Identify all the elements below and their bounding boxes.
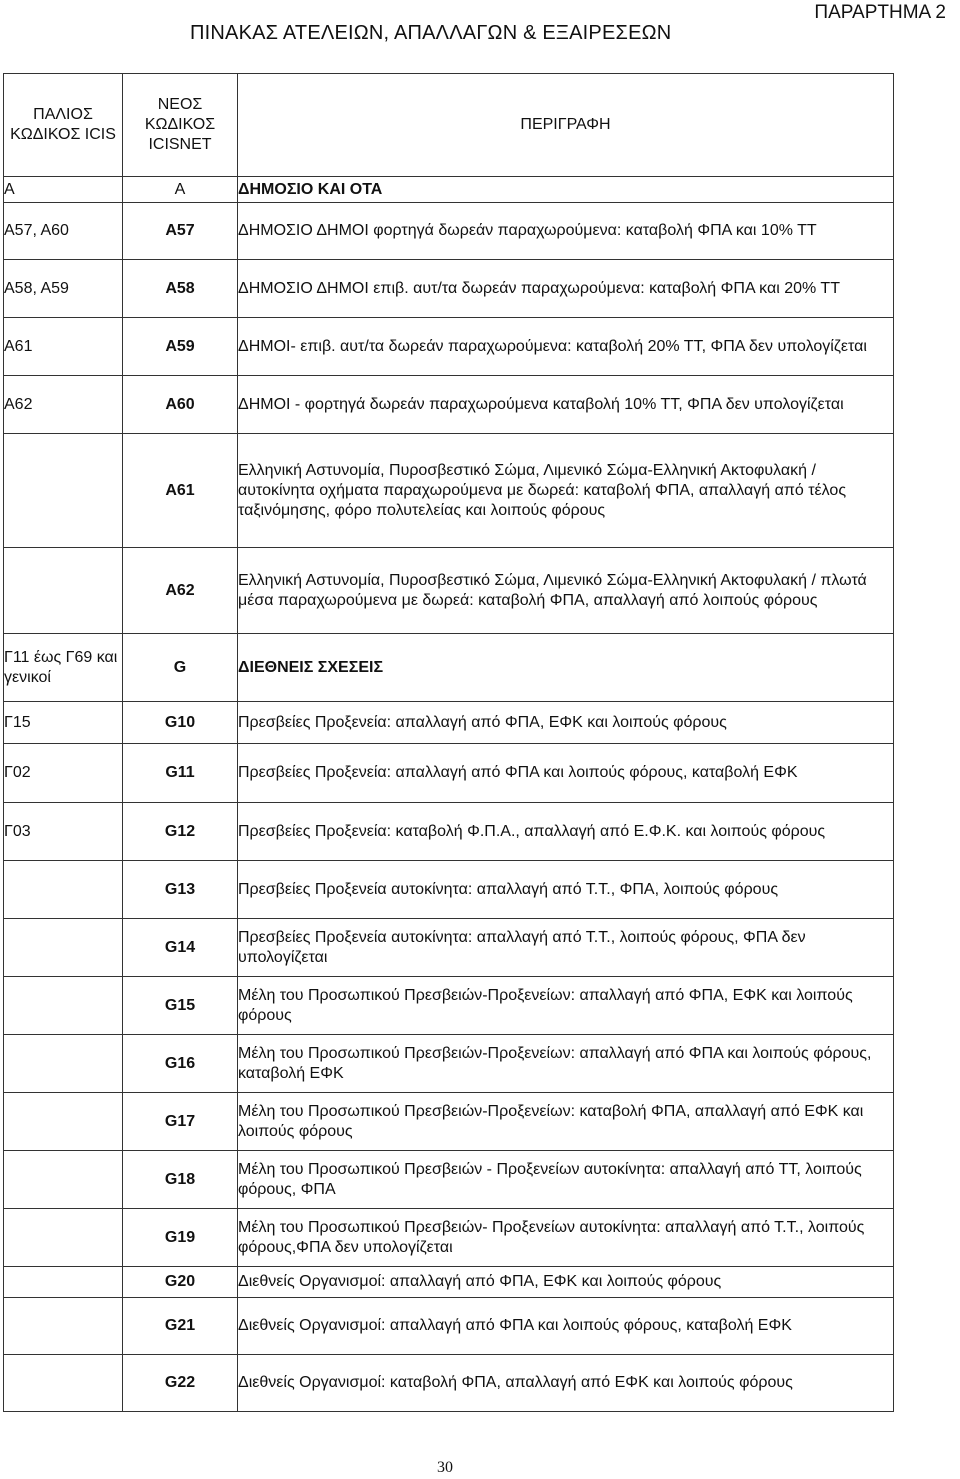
description-cell: Πρεσβείες Προξενεία: καταβολή Φ.Π.Α., απαλλαγή από Ε.Φ.Κ. και λοιπούς φόρους xyxy=(238,803,894,861)
table-row xyxy=(4,1035,894,1093)
table-row xyxy=(4,1267,894,1298)
new-code-cell: G19 xyxy=(123,1209,238,1267)
old-code-cell xyxy=(4,977,123,1035)
description-cell: Μέλη του Προσωπικού Πρεσβειών - Προξενείων αυτοκίνητα: απαλλαγή από ΤΤ, λοιπούς φόρους, ΦΠΑ xyxy=(238,1151,894,1209)
table-row xyxy=(4,318,894,376)
old-code-cell: Γ15 xyxy=(4,702,123,744)
table-row xyxy=(4,702,894,744)
description-cell: Ελληνική Αστυνομία, Πυροσβεστικό Σώμα, Λιμενικό Σώμα-Ελληνική Ακτοφυλακή / πλωτά μέσα παραχωρούμενα με δωρεά: καταβολή ΦΠΑ, απαλλαγή από λοιπούς φόρους xyxy=(238,548,894,634)
new-code-cell: G15 xyxy=(123,977,238,1035)
table-row xyxy=(4,1151,894,1209)
table-body xyxy=(4,177,894,1412)
old-code-cell: Γ11 έως Γ69 και γενικοί xyxy=(4,634,123,702)
new-code-cell: A61 xyxy=(123,434,238,548)
old-code-cell: Γ02 xyxy=(4,744,123,803)
table-row xyxy=(4,1209,894,1267)
old-code-cell xyxy=(4,434,123,548)
table-row xyxy=(4,434,894,548)
description-cell: Διεθνείς Οργανισμοί: καταβολή ΦΠΑ, απαλλαγή από ΕΦΚ και λοιπούς φόρους xyxy=(238,1355,894,1412)
new-code-cell: G22 xyxy=(123,1355,238,1412)
description-cell: ΔΗΜΟΣΙΟ ΔΗΜΟΙ επιβ. αυτ/τα δωρεάν παραχωρούμενα: καταβολή ΦΠΑ και 20% ΤΤ xyxy=(238,260,894,318)
new-code-cell: G21 xyxy=(123,1298,238,1355)
old-code-cell: A xyxy=(4,177,123,203)
table-row xyxy=(4,977,894,1035)
new-code-cell: G16 xyxy=(123,1035,238,1093)
new-code-cell: G11 xyxy=(123,744,238,803)
description-cell: Πρεσβείες Προξενεία: απαλλαγή από ΦΠΑ, ΕΦΚ και λοιπούς φόρους xyxy=(238,702,894,744)
description-cell: ΔΗΜΟΣΙΟ ΔΗΜΟΙ φορτηγά δωρεάν παραχωρούμενα: καταβολή ΦΠΑ και 10% ΤΤ xyxy=(238,203,894,260)
old-code-cell xyxy=(4,548,123,634)
old-code-cell xyxy=(4,1093,123,1151)
new-code-cell: A59 xyxy=(123,318,238,376)
old-code-cell: A58, A59 xyxy=(4,260,123,318)
old-code-cell: A57, A60 xyxy=(4,203,123,260)
table-row xyxy=(4,1298,894,1355)
old-code-cell xyxy=(4,861,123,919)
table-header-row xyxy=(4,74,894,177)
table-row xyxy=(4,803,894,861)
old-code-cell: Γ03 xyxy=(4,803,123,861)
old-code-cell xyxy=(4,919,123,977)
section-heading-cell: ΔΙΕΘΝΕΙΣ ΣΧΕΣΕΙΣ xyxy=(238,634,894,702)
new-code-cell: G14 xyxy=(123,919,238,977)
exemptions-table xyxy=(3,73,894,1412)
description-cell: Ελληνική Αστυνομία, Πυροσβεστικό Σώμα, Λιμενικό Σώμα-Ελληνική Ακτοφυλακή / αυτοκίνητα οχήματα παραχωρούμενα με δωρεά: καταβολή ΦΠΑ, απαλλαγή από τέλος ταξινόμησης, φόρο πολυτελείας και λοιπούς φόρους xyxy=(238,434,894,548)
description-cell: Διεθνείς Οργανισμοί: απαλλαγή από ΦΠΑ, ΕΦΚ και λοιπούς φόρους xyxy=(238,1267,894,1298)
old-code-cell xyxy=(4,1267,123,1298)
description-cell: ΔΗΜΟΙ - φορτηγά δωρεάν παραχωρούμενα καταβολή 10% ΤΤ, ΦΠΑ δεν υπολογίζεται xyxy=(238,376,894,434)
table-row xyxy=(4,1355,894,1412)
table-row xyxy=(4,177,894,203)
table-row xyxy=(4,634,894,702)
table-row xyxy=(4,203,894,260)
description-cell: Πρεσβείες Προξενεία: απαλλαγή από ΦΠΑ και λοιπούς φόρους, καταβολή ΕΦΚ xyxy=(238,744,894,803)
description-cell: Διεθνείς Οργανισμοί: απαλλαγή από ΦΠΑ και λοιπούς φόρους, καταβολή ΕΦΚ xyxy=(238,1298,894,1355)
description-cell: Πρεσβείες Προξενεία αυτοκίνητα: απαλλαγή από Τ.Τ., λοιπούς φόρους, ΦΠΑ δεν υπολογίζεται xyxy=(238,919,894,977)
description-header: ΠΕΡΙΓΡΑΦΗ xyxy=(238,74,894,177)
new-code-cell: A58 xyxy=(123,260,238,318)
description-cell: Μέλη του Προσωπικού Πρεσβειών-Προξενείων: απαλλαγή από ΦΠΑ και λοιπούς φόρους, καταβολή ΕΦΚ xyxy=(238,1035,894,1093)
new-code-cell: G18 xyxy=(123,1151,238,1209)
new-code-cell: G12 xyxy=(123,803,238,861)
description-cell: Μέλη του Προσωπικού Πρεσβειών-Προξενείων: καταβολή ΦΠΑ, απαλλαγή από ΕΦΚ και λοιπούς φόρους xyxy=(238,1093,894,1151)
old-code-cell xyxy=(4,1355,123,1412)
table-row xyxy=(4,919,894,977)
appendix-label: ΠΑΡΑΡΤΗΜΑ 2 xyxy=(814,2,946,23)
new-code-cell: G10 xyxy=(123,702,238,744)
new-code-cell: A xyxy=(123,177,238,203)
new-code-cell: G13 xyxy=(123,861,238,919)
description-cell: Μέλη του Προσωπικού Πρεσβειών-Προξενείων: απαλλαγή από ΦΠΑ, ΕΦΚ και λοιπούς φόρους xyxy=(238,977,894,1035)
old-code-cell xyxy=(4,1151,123,1209)
section-heading-cell: ΔΗΜΟΣΙΟ ΚΑΙ ΟΤΑ xyxy=(238,177,894,203)
new-code-cell: G20 xyxy=(123,1267,238,1298)
old-code-cell: A62 xyxy=(4,376,123,434)
table-row xyxy=(4,260,894,318)
old-code-header: ΠΑΛΙΟΣ ΚΩΔΙΚΟΣ ICIS xyxy=(4,74,123,177)
description-cell: Πρεσβείες Προξενεία αυτοκίνητα: απαλλαγή από Τ.Τ., ΦΠΑ, λοιπούς φόρους xyxy=(238,861,894,919)
table-row xyxy=(4,376,894,434)
page-number: 30 xyxy=(437,1459,453,1476)
new-code-cell: A62 xyxy=(123,548,238,634)
old-code-cell xyxy=(4,1209,123,1267)
document-title: ΠΙΝΑΚΑΣ ΑΤΕΛΕΙΩΝ, ΑΠΑΛΛΑΓΩΝ & ΕΞΑΙΡΕΣΕΩΝ xyxy=(190,22,672,44)
table-row xyxy=(4,548,894,634)
new-code-cell: G xyxy=(123,634,238,702)
table-row xyxy=(4,1093,894,1151)
table-row xyxy=(4,861,894,919)
old-code-cell: A61 xyxy=(4,318,123,376)
new-code-cell: A60 xyxy=(123,376,238,434)
new-code-header: ΝΕΟΣ ΚΩΔΙΚΟΣ ICISNET xyxy=(123,74,238,177)
table-row xyxy=(4,744,894,803)
description-cell: Μέλη του Προσωπικού Πρεσβειών- Προξενείων αυτοκίνητα: απαλλαγή από Τ.Τ., λοιπούς φόρους,ΦΠΑ δεν υπολογίζεται xyxy=(238,1209,894,1267)
description-cell: ΔΗΜΟΙ- επιβ. αυτ/τα δωρεάν παραχωρούμενα: καταβολή 20% ΤΤ, ΦΠΑ δεν υπολογίζεται xyxy=(238,318,894,376)
new-code-cell: G17 xyxy=(123,1093,238,1151)
old-code-cell xyxy=(4,1298,123,1355)
new-code-cell: A57 xyxy=(123,203,238,260)
old-code-cell xyxy=(4,1035,123,1093)
